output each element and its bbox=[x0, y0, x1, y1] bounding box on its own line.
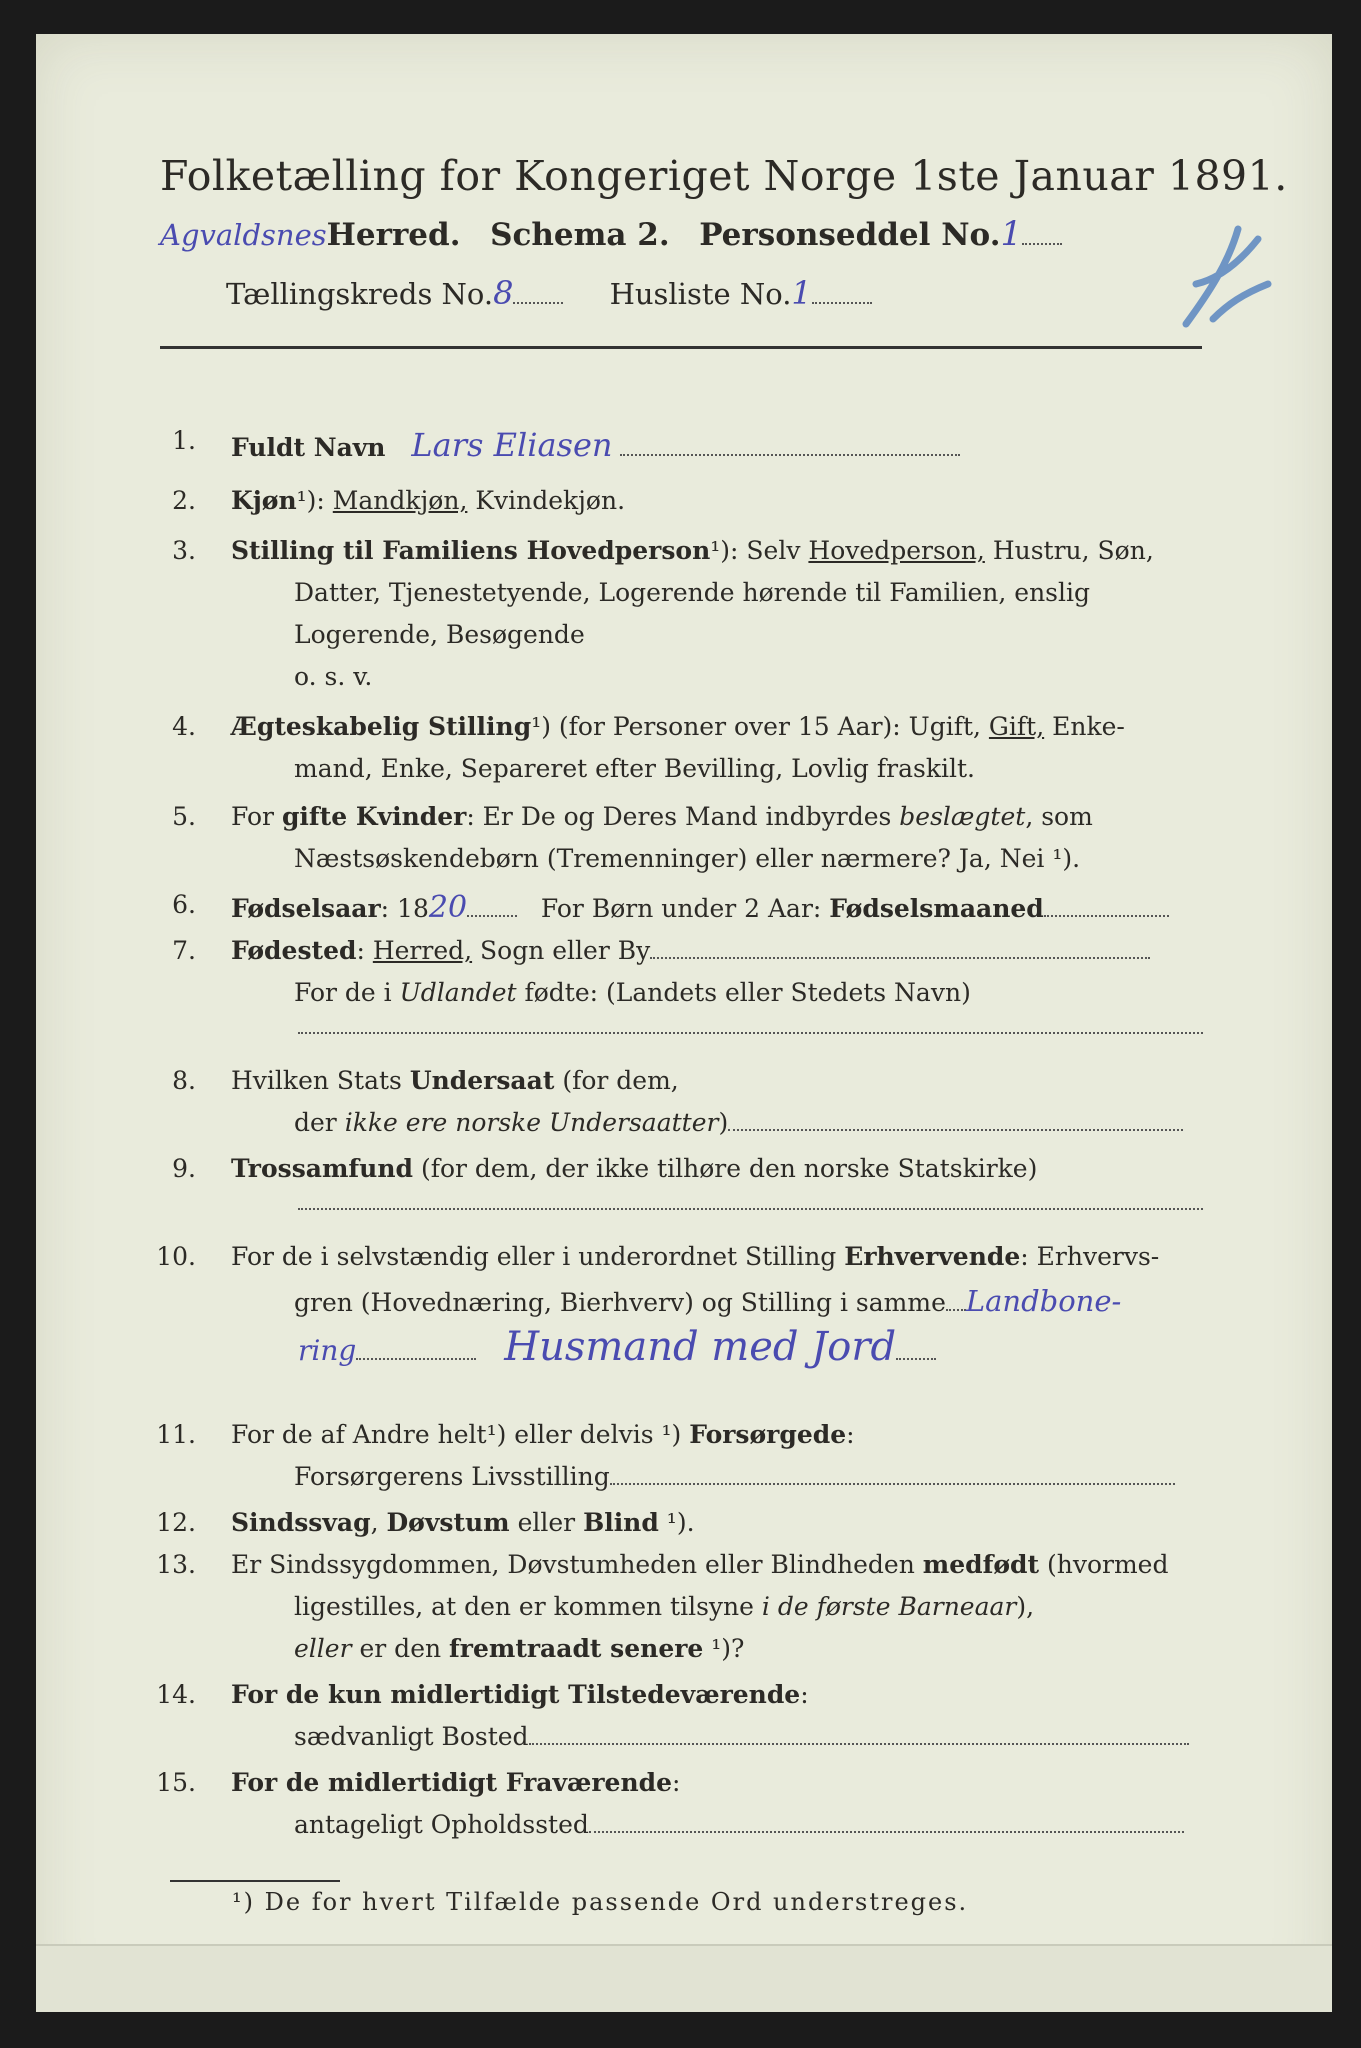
occupation-value-3: Husmand med Jord bbox=[504, 1324, 897, 1370]
item-9-trossamfund: Trossamfund (for dem, der ikke tilhøre den norske Statskirke) bbox=[231, 1154, 1038, 1183]
item-10-line-3 bbox=[298, 1324, 936, 1370]
birth-year-value: 20 bbox=[428, 890, 468, 925]
item-8-undersaat: Hvilken Stats Undersaat (for dem, bbox=[231, 1066, 679, 1095]
item-11-line-2: Forsørgerens Livsstilling bbox=[294, 1462, 1175, 1491]
item-number: 11. bbox=[156, 1420, 196, 1449]
header-rule bbox=[160, 346, 1202, 349]
item-8-line-2: der ikke ere norske Undersaatter) bbox=[294, 1108, 1183, 1137]
item-15-line-2: antageligt Opholdssted bbox=[294, 1810, 1184, 1839]
herred-line bbox=[160, 214, 1062, 254]
item-5-line-2: Næstsøskendebørn (Tremenninger) eller nærmere? Ja, Nei ¹). bbox=[294, 844, 1081, 873]
occupation-value-2: ring bbox=[298, 1334, 357, 1367]
kreds-label: Tællingskreds No. bbox=[226, 277, 494, 311]
personseddel-label: Personseddel No. bbox=[699, 217, 1001, 253]
item-13-medfodt: Er Sindssygdommen, Døvstumheden eller Blindheden medfødt (hvormed bbox=[231, 1550, 1169, 1579]
item-5-gifte-kvinder: For gifte Kvinder: Er De og Deres Mand indbyrdes beslægtet, som bbox=[231, 802, 1093, 831]
item-7-blank-line bbox=[298, 1014, 1203, 1034]
item-7-fodested: Fødested: Herred, Sogn eller By bbox=[231, 936, 1150, 965]
item-number: 15. bbox=[156, 1768, 196, 1797]
kreds-number: 8 bbox=[493, 274, 514, 312]
name-value: Lars Eliasen bbox=[411, 426, 613, 464]
item-number: 4. bbox=[172, 712, 196, 741]
schema-label: Schema 2. bbox=[490, 217, 670, 253]
footnote: ¹) De for hvert Tilfælde passende Ord understreges. bbox=[232, 1888, 969, 1916]
item-15-fravaerende: For de midlertidigt Fraværende: bbox=[231, 1768, 681, 1797]
census-form-paper bbox=[36, 34, 1332, 2010]
selected-herred: Herred, bbox=[372, 936, 473, 965]
item-number: 9. bbox=[172, 1154, 196, 1183]
item-13-line-3: eller er den fremtraadt senere ¹)? bbox=[294, 1634, 745, 1663]
item-9-blank-line bbox=[298, 1190, 1203, 1210]
item-3-line-2: Datter, Tjenestetyende, Logerende hørende til Familien, enslig bbox=[294, 578, 1091, 607]
item-12-sindssvag: Sindssvag, Døvstum eller Blind ¹). bbox=[231, 1508, 695, 1537]
stamp-mark bbox=[1168, 224, 1278, 334]
item-number: 3. bbox=[172, 536, 196, 565]
selected-gift: Gift, bbox=[988, 712, 1045, 741]
item-11-forsorgede: For de af Andre helt¹) eller delvis ¹) Forsørgede: bbox=[231, 1420, 855, 1449]
item-number: 6. bbox=[172, 890, 196, 919]
item-3-line-4: o. s. v. bbox=[294, 662, 373, 691]
item-number: 12. bbox=[156, 1508, 196, 1537]
personseddel-number: 1 bbox=[1000, 214, 1023, 254]
bottom-strip bbox=[36, 1944, 1332, 2012]
item-14-tilstedevaerende: For de kun midlertidigt Tilstedeværende: bbox=[231, 1680, 809, 1709]
item-number: 14. bbox=[156, 1680, 196, 1709]
item-number: 1. bbox=[172, 426, 196, 455]
item-number: 5. bbox=[172, 802, 196, 831]
occupation-value-1: Landbone- bbox=[965, 1284, 1122, 1318]
husliste-label: Husliste No. bbox=[609, 277, 792, 311]
footnote-rule bbox=[170, 1880, 340, 1882]
item-number: 8. bbox=[172, 1066, 196, 1095]
item-1-fuldt-navn: Fuldt Navn Lars Eliasen bbox=[231, 426, 960, 464]
item-6-fodselsaar: Fødselsaar: 1820 For Børn under 2 Aar: Fødselsmaaned bbox=[231, 890, 1169, 925]
item-14-line-2: sædvanligt Bosted bbox=[294, 1722, 1189, 1751]
husliste-number: 1 bbox=[791, 274, 812, 312]
item-10-line-2: gren (Hovednæring, Bierhverv) og Stilling i samme Landbone- bbox=[294, 1284, 1122, 1318]
item-13-line-2: ligestilles, at den er kommen tilsyne i de første Barneaar), bbox=[294, 1592, 1035, 1621]
item-10-erhverv: For de i selvstændig eller i underordnet Stilling Erhvervende: Erhvervs- bbox=[231, 1242, 1160, 1271]
herred-label: Herred. bbox=[326, 217, 461, 253]
item-number: 13. bbox=[156, 1550, 196, 1579]
selected-mandkjon: Mandkjøn, bbox=[332, 486, 468, 515]
item-4-line-2: mand, Enke, Separeret efter Bevilling, Lovlig fraskilt. bbox=[294, 754, 975, 783]
item-number: 7. bbox=[172, 936, 196, 965]
item-7-line-2: For de i Udlandet fødte: (Landets eller Stedets Navn) bbox=[294, 978, 971, 1007]
item-number: 2. bbox=[172, 486, 196, 515]
item-number: 10. bbox=[156, 1242, 196, 1271]
form-title: Folketælling for Kongeriget Norge 1ste Januar 1891. bbox=[160, 152, 1288, 200]
kreds-line bbox=[226, 274, 872, 312]
herred-handwritten: Agvaldsnes bbox=[160, 218, 327, 252]
selected-hovedperson: Hovedperson, bbox=[808, 536, 985, 565]
item-3-stilling: Stilling til Familiens Hovedperson¹): Selv Hovedperson, Hustru, Søn, bbox=[231, 536, 1154, 565]
item-4-aegteskab: Ægteskabelig Stilling¹) (for Personer over 15 Aar): Ugift, Gift, Enke- bbox=[231, 712, 1125, 741]
item-3-line-3: Logerende, Besøgende bbox=[294, 620, 585, 649]
item-2-kjon: Kjøn¹): Mandkjøn, Kvindekjøn. bbox=[231, 486, 626, 515]
